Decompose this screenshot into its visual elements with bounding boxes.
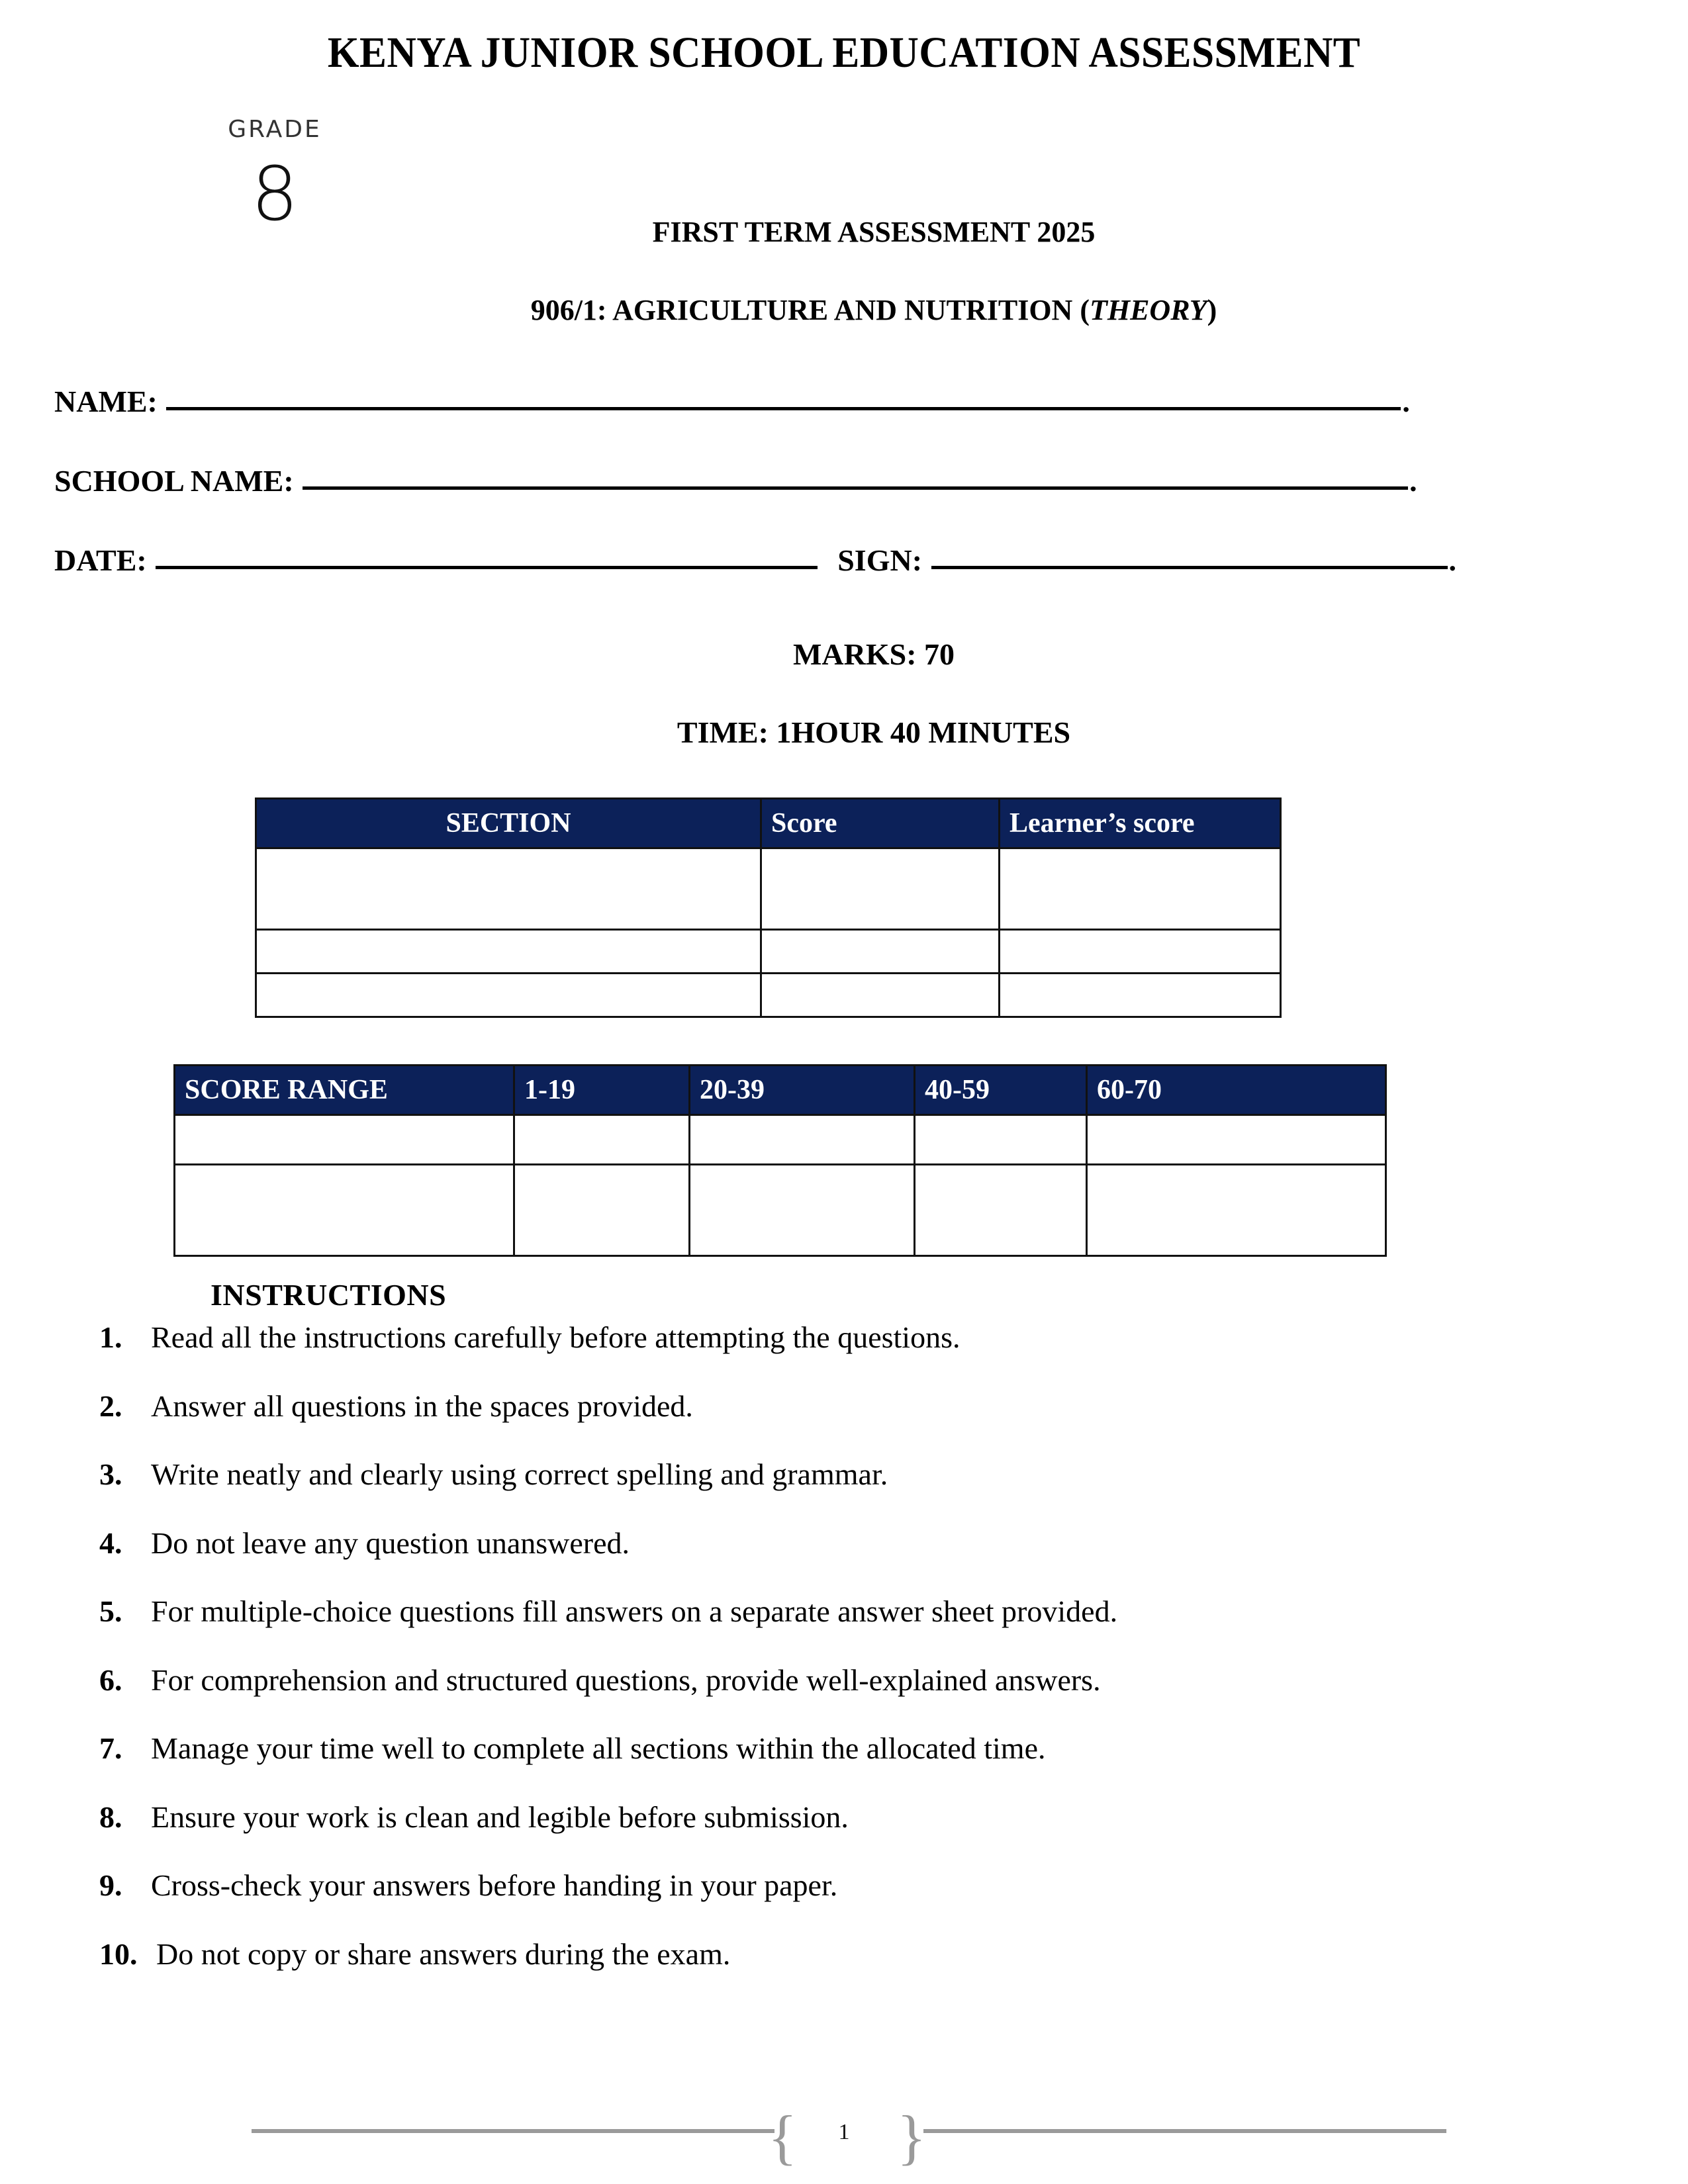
school-name-field-label: SCHOOL NAME: bbox=[54, 464, 294, 498]
list-item-number: 5. bbox=[99, 1594, 122, 1629]
name-field-terminator: . bbox=[1402, 385, 1410, 418]
list-item bbox=[99, 1457, 1556, 1492]
list-item bbox=[99, 1731, 1556, 1766]
name-field-row bbox=[54, 384, 1410, 419]
list-item-number: 3. bbox=[99, 1457, 122, 1492]
list-item-text: Read all the instructions carefully before attempting the questions. bbox=[151, 1320, 961, 1354]
page-number: 1 bbox=[838, 2120, 850, 2144]
list-item-text: Answer all questions in the spaces provided. bbox=[151, 1388, 693, 1423]
cell-range-60-70[interactable] bbox=[1087, 1115, 1386, 1165]
list-item-text: For comprehension and structured questions, provide well-explained answers. bbox=[151, 1662, 1101, 1697]
list-item-text: For multiple-choice questions fill answers on a separate answer sheet provided. bbox=[151, 1594, 1118, 1629]
column-header-range-60-70: 60-70 bbox=[1087, 1066, 1386, 1115]
cell-range-1-19[interactable] bbox=[514, 1165, 690, 1256]
sign-field-terminator: . bbox=[1448, 543, 1457, 577]
table-row[interactable] bbox=[175, 1165, 1386, 1256]
assessment-term-line: FIRST TERM ASSESSMENT 2025 bbox=[652, 216, 1096, 248]
cell-range-label[interactable] bbox=[175, 1165, 514, 1256]
column-header-section: SECTION bbox=[256, 799, 761, 848]
name-input-rule[interactable] bbox=[166, 407, 1401, 410]
name-field-label: NAME: bbox=[54, 385, 158, 418]
column-header-learner-score: Learner’s score bbox=[1000, 799, 1281, 848]
cell-learner-score[interactable] bbox=[1000, 848, 1281, 930]
cell-range-label[interactable] bbox=[175, 1115, 514, 1165]
list-item-number: 6. bbox=[99, 1662, 122, 1697]
table-row[interactable] bbox=[256, 930, 1281, 974]
footer-rule-left bbox=[252, 2129, 774, 2133]
column-header-range-40-59: 40-59 bbox=[915, 1066, 1087, 1115]
table-header-row bbox=[256, 799, 1281, 848]
sign-field-label: SIGN: bbox=[837, 543, 923, 577]
list-item bbox=[99, 1868, 1556, 1903]
list-item-text: Manage your time well to complete all sections within the allocated time. bbox=[151, 1731, 1046, 1766]
school-field-terminator: . bbox=[1409, 464, 1417, 498]
page-title: KENYA JUNIOR SCHOOL EDUCATION ASSESSMENT bbox=[327, 28, 1361, 77]
brace-right-icon: } bbox=[897, 2103, 927, 2171]
section-score-table bbox=[255, 797, 1282, 1018]
list-item bbox=[99, 1320, 1556, 1355]
list-item bbox=[99, 1663, 1556, 1698]
paper-code-text: 906/1: AGRICULTURE AND NUTRITION ( bbox=[530, 294, 1090, 326]
school-name-field-row bbox=[54, 463, 1417, 498]
grade-label: GRADE bbox=[228, 116, 322, 143]
cell-range-40-59[interactable] bbox=[915, 1115, 1087, 1165]
table-header-row bbox=[175, 1066, 1386, 1115]
cell-range-1-19[interactable] bbox=[514, 1115, 690, 1165]
score-range-table bbox=[173, 1064, 1387, 1257]
list-item-number: 9. bbox=[99, 1868, 122, 1903]
paper-code-close: ) bbox=[1207, 294, 1217, 326]
cell-score[interactable] bbox=[761, 848, 1000, 930]
cell-learner-score[interactable] bbox=[1000, 974, 1281, 1017]
column-header-range-20-39: 20-39 bbox=[690, 1066, 915, 1115]
table-row[interactable] bbox=[175, 1115, 1386, 1165]
list-item-number: 4. bbox=[99, 1525, 122, 1560]
school-name-input-rule[interactable] bbox=[303, 486, 1408, 490]
paper-code-line bbox=[278, 293, 1470, 327]
sign-input-rule[interactable] bbox=[931, 566, 1448, 569]
list-item-text: Do not copy or share answers during the exam. bbox=[156, 1936, 731, 1971]
column-header-range-1-19: 1-19 bbox=[514, 1066, 690, 1115]
list-item bbox=[99, 1800, 1556, 1835]
column-header-score-range: SCORE RANGE bbox=[175, 1066, 514, 1115]
date-sign-field-row bbox=[54, 543, 1456, 578]
list-item bbox=[99, 1594, 1556, 1629]
cell-section[interactable] bbox=[256, 848, 761, 930]
list-item-number: 1. bbox=[99, 1320, 122, 1354]
marks-line: MARKS: 70 bbox=[792, 637, 955, 671]
instructions-heading: INSTRUCTIONS bbox=[211, 1278, 447, 1312]
date-field-label: DATE: bbox=[54, 543, 147, 577]
cell-range-60-70[interactable] bbox=[1087, 1165, 1386, 1256]
list-item-text: Ensure your work is clean and legible before submission. bbox=[151, 1799, 849, 1834]
cell-score[interactable] bbox=[761, 974, 1000, 1017]
grade-number: 8 bbox=[251, 152, 299, 238]
paper-type-text: THEORY bbox=[1089, 294, 1207, 326]
cell-range-20-39[interactable] bbox=[690, 1115, 915, 1165]
table-row[interactable] bbox=[256, 974, 1281, 1017]
column-header-score: Score bbox=[761, 799, 1000, 848]
cell-learner-score[interactable] bbox=[1000, 930, 1281, 974]
date-input-rule[interactable] bbox=[156, 566, 818, 569]
list-item-number: 10. bbox=[99, 1936, 138, 1971]
list-item bbox=[99, 1526, 1556, 1561]
list-item-text: Cross-check your answers before handing in your paper. bbox=[151, 1868, 838, 1903]
instructions-list bbox=[99, 1320, 1556, 2005]
cell-score[interactable] bbox=[761, 930, 1000, 974]
page-footer bbox=[0, 2101, 1688, 2171]
list-item-text: Do not leave any question unanswered. bbox=[151, 1525, 630, 1560]
cell-section[interactable] bbox=[256, 974, 761, 1017]
cell-range-20-39[interactable] bbox=[690, 1165, 915, 1256]
list-item-number: 7. bbox=[99, 1731, 122, 1766]
cell-range-40-59[interactable] bbox=[915, 1165, 1087, 1256]
brace-left-icon: { bbox=[768, 2103, 798, 2171]
cell-section[interactable] bbox=[256, 930, 761, 974]
list-item-text: Write neatly and clearly using correct spelling and grammar. bbox=[151, 1457, 888, 1492]
footer-rule-right bbox=[923, 2129, 1446, 2133]
time-line: TIME: 1HOUR 40 MINUTES bbox=[677, 715, 1071, 749]
table-row[interactable] bbox=[256, 848, 1281, 930]
list-item-number: 2. bbox=[99, 1388, 122, 1423]
list-item bbox=[99, 1389, 1556, 1424]
list-item bbox=[99, 1937, 1556, 1972]
list-item-number: 8. bbox=[99, 1799, 122, 1834]
